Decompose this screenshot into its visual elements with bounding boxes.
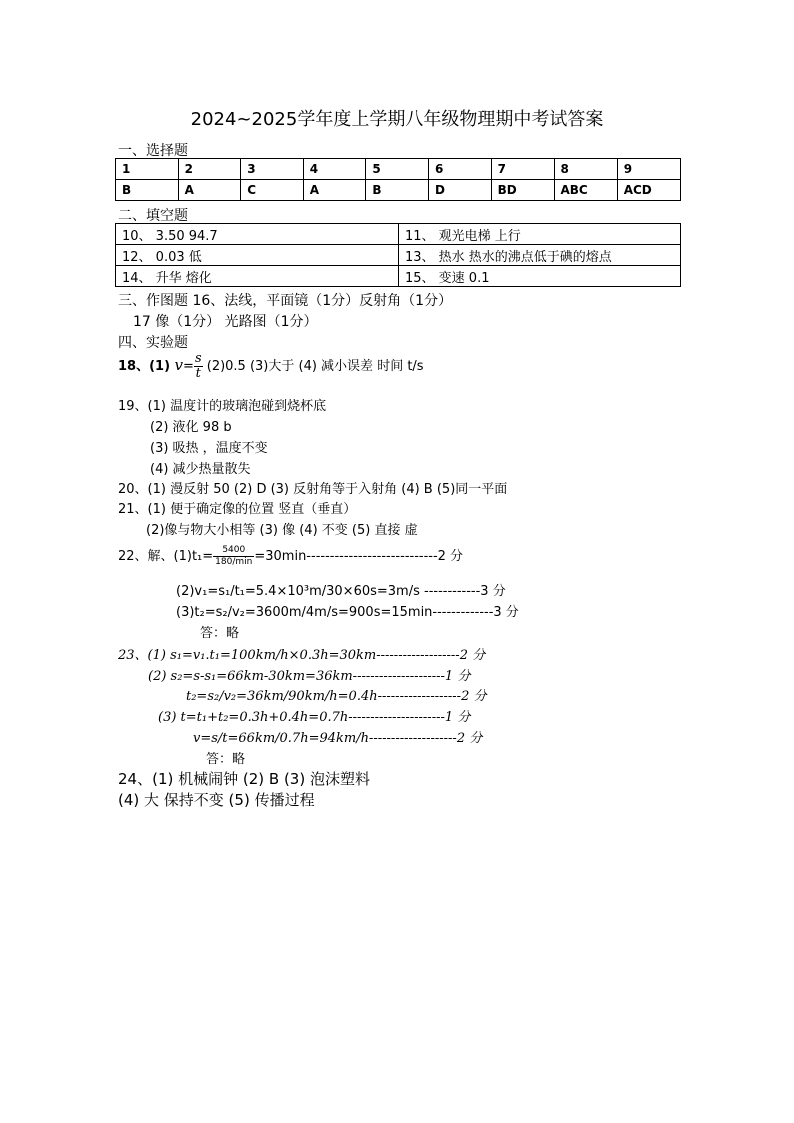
question-22-line-1: [118, 545, 463, 568]
table-row: [116, 180, 681, 201]
question-22-line-2: (2)v₁=s₁/t₁=5.4×10³m/30×60s=3m/s ------------3 分: [176, 584, 506, 599]
question-19-line-4: (4) 减少热量散失: [150, 462, 251, 477]
section-heading-fill: 二、填空题: [118, 208, 188, 224]
table-cell: 1: [116, 159, 179, 180]
cell-text: 14、 升华 熔化: [122, 270, 212, 286]
cell-text: 11、 观光电梯 上行: [405, 228, 521, 244]
table-row: [116, 159, 681, 180]
q22-prefix: 22、解、(1)t₁=: [118, 549, 214, 564]
question-19-line-3: (3) 吸热 ，温度不变: [150, 441, 268, 456]
question-23-answer: 答：略: [206, 752, 246, 767]
fill-answer-table: [115, 223, 681, 287]
table-cell: A: [303, 180, 366, 201]
question-20: 20、(1) 漫反射 50 (2) D (3) 反射角等于入射角 (4) B (5)同一平面: [118, 482, 508, 497]
question-19-line-2: (2) 液化 98 b: [150, 420, 232, 435]
question-23-line-4: (3) t=t₁+t₂=0.3h+0.4h=0.7h----------------------1 分: [158, 710, 471, 725]
q18-denominator: t: [195, 366, 201, 381]
table-cell: 9: [617, 159, 680, 180]
question-24-line-1: 24、(1) 机械闹钟 (2) B (3) 泡沫塑料: [118, 770, 370, 788]
question-23-line-5: v=s/t=66km/0.7h=94km/h--------------------2 分: [193, 731, 483, 746]
cell-text: 15、 变速 0.1: [405, 270, 490, 286]
section-heading-experiment: 四、实验题: [118, 335, 188, 351]
cell-text: 10、 3.50 94.7: [122, 228, 218, 244]
q18-numerator: s: [194, 351, 202, 366]
question-19-line-1: 19、(1) 温度计的玻璃泡碰到烧杯底: [118, 399, 327, 414]
q18-prefix: 18、(1): [118, 359, 175, 374]
question-21-line-1: 21、(1) 便于确定像的位置 竖直（垂直）: [118, 502, 357, 517]
question-21-line-2: (2)像与物大小相等 (3) 像 (4) 不变 (5) 直接 虚: [146, 523, 418, 538]
question-18: [118, 352, 424, 381]
q22-numerator: 5400: [213, 545, 254, 557]
section-heading-choice: 一、选择题: [118, 143, 188, 159]
table-cell: 3: [241, 159, 304, 180]
question-23-line-3: t₂=s₂/v₂=36km/90km/h=0.4h-------------------2 分: [186, 689, 487, 704]
table-cell: [399, 224, 681, 245]
table-cell: [116, 266, 399, 287]
q22-denominator: 180/min: [215, 557, 253, 567]
table-row: [116, 224, 681, 245]
cell-text: 13、 热水 热水的沸点低于碘的熔点: [405, 249, 612, 265]
table-cell: D: [428, 180, 491, 201]
q18-rest: (2)0.5 (3)大于 (4) 减小误差 时间 t/s: [202, 359, 424, 374]
table-cell: 8: [554, 159, 617, 180]
question-22-line-3: (3)t₂=s₂/v₂=3600m/4m/s=900s=15min-------------3 分: [176, 605, 519, 620]
question-23-line-2: (2) s₂=s-s₁=66km-30km=36km---------------------1 分: [148, 669, 471, 684]
table-cell: ACD: [617, 180, 680, 201]
question-22-answer: 答：略: [200, 626, 240, 641]
cell-text: 12、 0.03 低: [122, 249, 202, 265]
table-cell: 2: [178, 159, 241, 180]
table-cell: 6: [428, 159, 491, 180]
table-cell: [399, 245, 681, 266]
table-cell: A: [178, 180, 241, 201]
drawing-question-17: 17 像（1分） 光路图（1分）: [133, 314, 318, 330]
table-cell: C: [241, 180, 304, 201]
q18-equals: =: [183, 359, 194, 374]
question-24-line-2: (4) 大 保持不变 (5) 传播过程: [118, 791, 315, 809]
table-cell: ABC: [554, 180, 617, 201]
table-cell: B: [366, 180, 429, 201]
q22-rest: =30min----------------------------2 分: [254, 549, 464, 564]
choice-answer-table: [115, 158, 681, 201]
table-row: [116, 245, 681, 266]
page-title: 2024~2025学年度上学期八年级物理期中考试答案: [190, 109, 604, 130]
table-cell: BD: [491, 180, 554, 201]
q22-fraction: [213, 545, 254, 568]
drawing-question-16: 三、作图题 16、法线，平面镜（1分）反射角（1分）: [118, 293, 453, 309]
q18-v-symbol: v: [174, 356, 184, 374]
table-cell: 4: [303, 159, 366, 180]
table-cell: [399, 266, 681, 287]
q18-fraction: [194, 352, 203, 381]
table-cell: [116, 224, 399, 245]
table-cell: 5: [366, 159, 429, 180]
table-cell: [116, 245, 399, 266]
table-row: [116, 266, 681, 287]
table-cell: B: [116, 180, 179, 201]
table-cell: 7: [491, 159, 554, 180]
question-23-line-1: 23、(1) s₁=v₁.t₁=100km/h×0.3h=30km-------------------2 分: [118, 648, 486, 663]
